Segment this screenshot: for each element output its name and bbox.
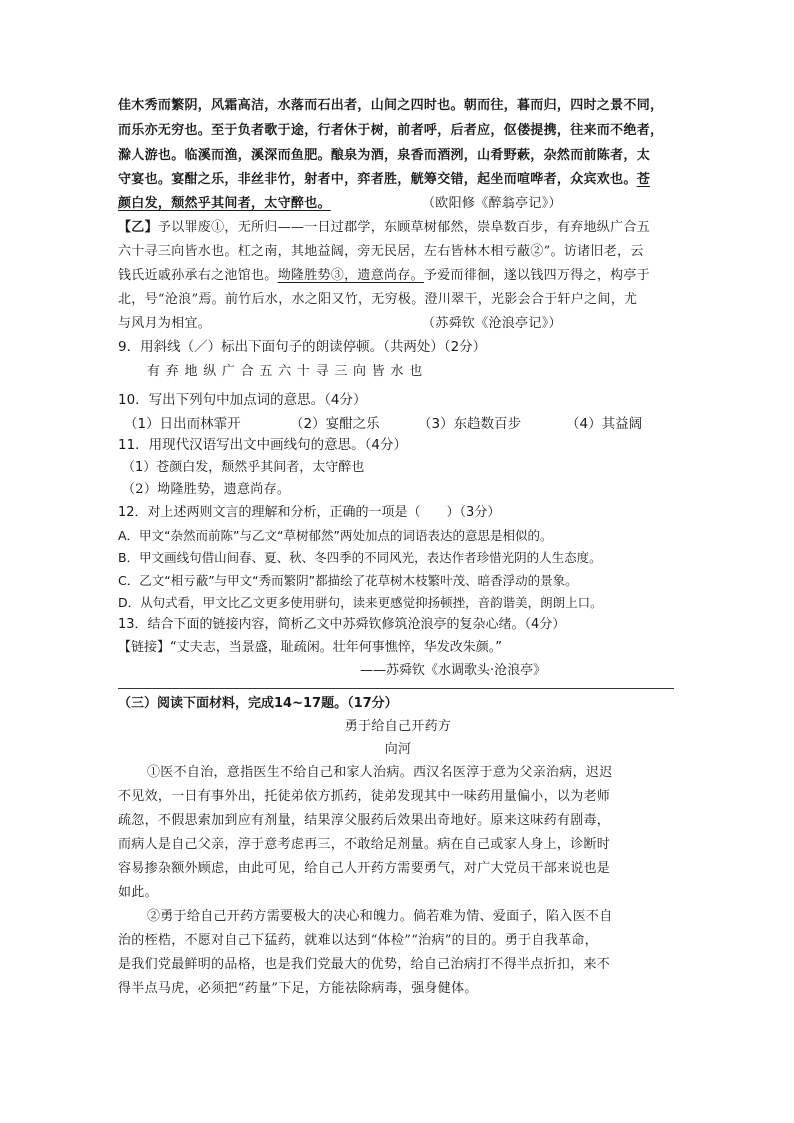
article-title: 勇于给自己开药方 (344, 719, 452, 734)
q13-link-source: ——苏舜钦《水调歌头·沧浪亭》 (360, 663, 547, 678)
q12-option-c: C．乙文“相亏蔽”与甲文“秀而繁阴”都描绘了花草树木枝繁叶茂、暗香浮动的景象。 (118, 573, 578, 588)
q10-item-3: （3）东趋数百步 (418, 416, 522, 432)
jia-underlined-start: 苍 (636, 172, 651, 187)
p1-line-5: 容易掺杂额外顾虑，由此可见，给自己人开药方需要勇气，对广大党员干部来说也是 (118, 861, 611, 876)
yi-line-1-text: 予以罪废①，无所归——一日过郡学，东顾草树郁然，崇阜数百步，有弃地纵广合五 (157, 220, 651, 235)
yi-line-3 (118, 265, 650, 287)
q10-title: 10．写出下列句中加点词的意思。（4分） (118, 392, 367, 408)
p1-line-3: 疏忽，不假思索加到应有剂量，结果淳父服药后效果出奇地好。原来这味药有剧毒， (118, 813, 611, 828)
p2-line-3: 是我们党最鲜明的品格，也是我们党最大的优势，给自己治病打不得半点折扣，来不 (118, 957, 611, 972)
q11-title: 11．用现代汉语写出文中画线句的意思。（4分） (118, 437, 408, 453)
jia-source: （欧阳修《醉翁亭记》） (422, 196, 562, 211)
p2-line-1: ②勇于给自己开药方需要极大的决心和魄力。倘若难为情、爱面子，陷入医不自 (147, 909, 613, 924)
jia-line-2: 而乐亦无穷也。至于负者歌于途，行者休于树，前者呼，后者应，伛偻提携，往来而不绝者， (118, 123, 664, 138)
yi-source: （苏舜钦《沧浪亭记》） (422, 316, 562, 331)
yi-line-3-post: 予爱而徘徊，遂以钱四万得之，构亭于 (423, 268, 651, 283)
q13-link: 【链接】“丈夫志，当景盛，耻疏闲。壮年何事憔悴，华发改朱颜。” (118, 640, 502, 655)
q11-item-2: （2）坳隆胜势，遗意尚存。 (122, 482, 291, 497)
q12-title: 12．对上述两则文言的理解和分析，正确的一项是（ ）（3分） (118, 505, 501, 520)
p2-line-2: 治的桎梏，不愿对自己下猛药，就难以达到“体检”“治病”的目的。勇于自我革命， (118, 933, 598, 948)
p1-line-1: ①医不自治，意指医生不给自己和家人治病。西汉名医淳于意为父亲治病，迟迟 (147, 765, 613, 780)
yi-line-2: 六十寻三向皆水也。杠之南，其地益阔，旁无民居，左右皆林木相亏蔽②”。访诸旧老，云 (118, 244, 644, 259)
section-divider (118, 688, 674, 689)
jia-line-4-text: 守宴也。宴酣之乐，非丝非竹，射者中，弈者胜，觥筹交错，起坐而喧哗者，众宾欢也。 (118, 172, 637, 187)
yi-label: 【乙】 (118, 220, 158, 235)
q13-title: 13．结合下面的链接内容，简析乙文中苏舜钦修筑沧浪亭的复杂心绪。（4分） (118, 617, 566, 632)
jia-line-1: 佳木秀而繁阴，风霜高洁，水落而石出者，山间之四时也。朝而往，暮而归，四时之景不同， (118, 98, 664, 113)
q12-option-d: D．从句式看，甲文比乙文更多使用骈句，读来更感觉抑扬顿挫，音韵谐美，朗朗上口。 (118, 595, 603, 610)
yi-line-5: 与风月为相宜。 (118, 316, 212, 331)
q10-item-2: （2）宴酣之乐 (290, 416, 380, 432)
q9-sentence: 有 弃 地 纵 广 合 五 六 十 寻 三 向 皆 水 也 (147, 364, 423, 379)
q11-item-1: （1）苍颜白发，颓然乎其间者，太守醉也 (122, 460, 365, 475)
yi-line-1 (118, 217, 650, 239)
p1-line-6: 如此。 (118, 885, 158, 900)
jia-line-5 (118, 193, 331, 215)
jia-underlined-sentence: 颜白发，颓然乎其间者，太守醉也。 (118, 196, 331, 211)
yi-line-3-pre: 钱氏近戚孙承右之池馆也。 (118, 268, 278, 283)
q12-option-a: A．甲文“杂然而前陈”与乙文“草树郁然”两处加点的词语表达的意思是相似的。 (118, 528, 553, 543)
section3-heading: （三）阅读下面材料，完成14~17题。（17分） (118, 696, 398, 711)
q10-item-1: （1）日出而林霏开 (124, 416, 241, 432)
q10-item-4: （4）其益阔 (566, 416, 643, 432)
yi-line-4: 北，号“沧浪”焉。前竹后水，水之阳又竹，无穷极。澄川翠干，光影会合于轩户之间，尤 (118, 292, 638, 307)
p1-line-4: 而病人是自己父亲，淳于意考虑再三，不敢给足剂量。病在自己或家人身上，诊断时 (118, 837, 611, 852)
q12-option-b: B．甲文画线句借山间春、夏、秋、冬四季的不同风光，表达作者珍惜光阴的人生态度。 (118, 550, 602, 565)
jia-line-3: 滁人游也。临溪而渔，溪深而鱼肥。酿泉为酒，泉香而酒洌，山肴野蔌，杂然而前陈者，太 (118, 148, 651, 163)
q9-title: 9．用斜线（／）标出下面句子的朗读停顿。（共两处）（2分） (118, 339, 487, 355)
yi-underlined-sentence: 坳隆胜势③，遗意尚存。 (277, 268, 424, 283)
p2-line-4: 得半点马虎，必须把“药量”下足，方能祛除病毒，强身健体。 (118, 981, 478, 996)
jia-line-4 (118, 169, 650, 191)
article-author: 向河 (384, 742, 412, 757)
p1-line-2: 不见效，一日有事外出，托徒弟依方抓药，徒弟发现其中一味药用量偏小，以为老师 (118, 789, 611, 804)
